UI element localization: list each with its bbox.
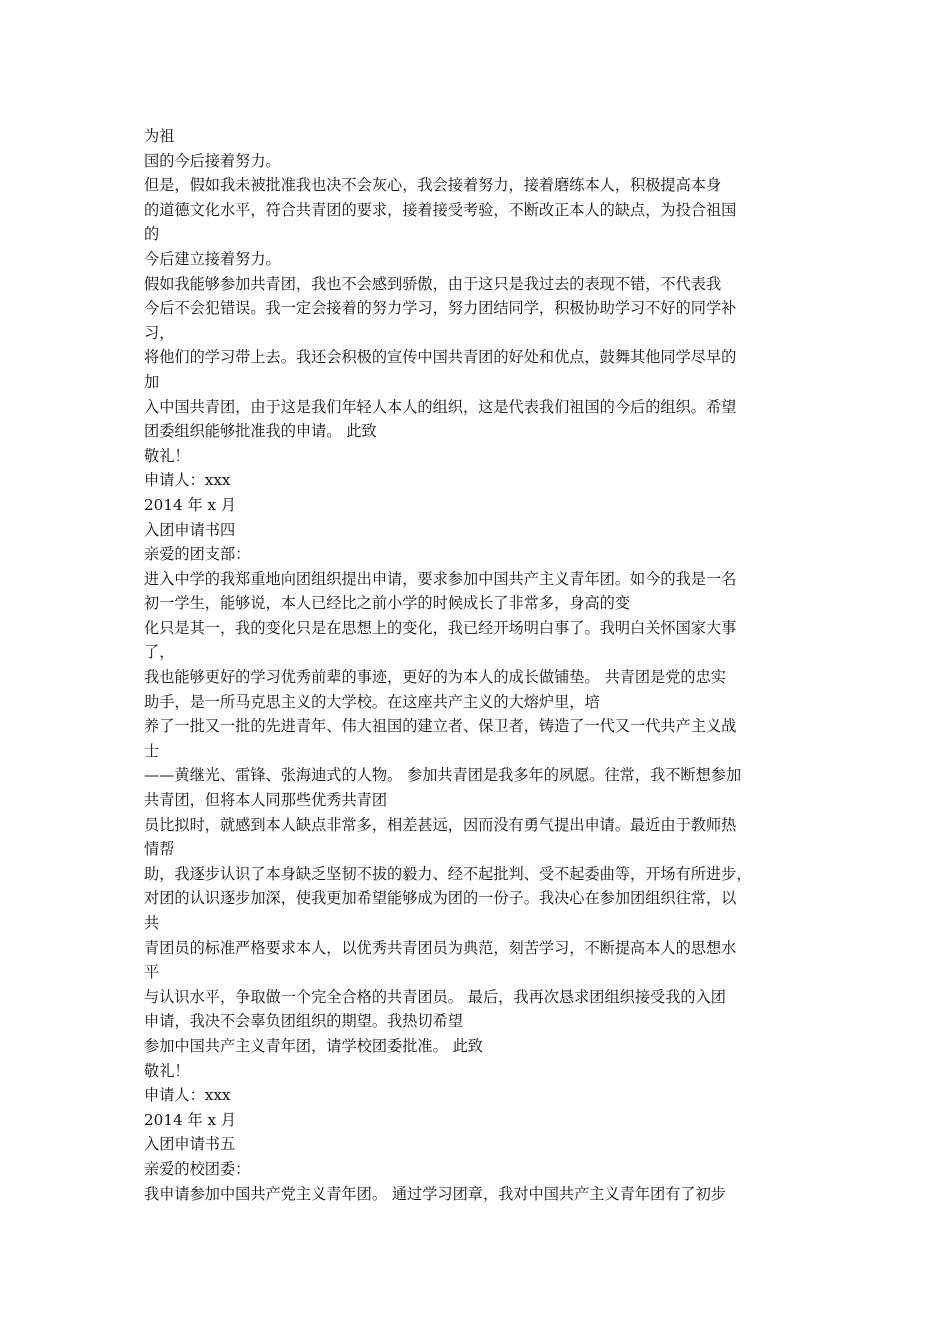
text-line: 共 bbox=[144, 914, 160, 932]
text-line: 加 bbox=[144, 372, 160, 391]
text-line: 对团的认识逐步加深，使我更加希望能够成为团的一份子。我决心在参加团组织往常，以 bbox=[144, 889, 737, 908]
text-line: 青团员的标准严格要求本人，以优秀共青团员为典范，刻苦学习，不断提高本人的思想水 bbox=[144, 938, 737, 957]
text-line: 养了一批又一批的先进青年、伟大祖国的建立者、保卫者，铸造了一代又一代共产主义战 bbox=[144, 717, 737, 736]
text-line: 今后不会犯错误。我一定会接着的努力学习，努力团结同学，积极协助学习不好的同学补 bbox=[144, 299, 737, 318]
text-line: 士 bbox=[144, 741, 160, 760]
document-body bbox=[144, 124, 814, 1206]
text-line: 敬礼！ bbox=[144, 1061, 190, 1080]
text-line: 助，我逐步认识了本身缺乏坚韧不拔的毅力、经不起批判、受不起委曲等，开场有所进步， bbox=[144, 864, 752, 883]
text-line: 进入中学的我郑重地向团组织提出申请，要求参加中国共产主义青年团。如今的我是一名 bbox=[144, 569, 737, 588]
text-line: 的道德文化水平，符合共青团的要求，接着接受考验，不断改正本人的缺点，为投合祖国 bbox=[144, 200, 737, 219]
text-line: 初一学生，能够说，本人已经比之前小学的时候成长了非常多，身高的变 bbox=[144, 594, 630, 613]
text-line: 国的今后接着努力。 bbox=[144, 151, 281, 170]
text-line: 情帮 bbox=[144, 840, 175, 859]
text-line: 2014 年 x 月 bbox=[144, 1110, 237, 1129]
text-line: 为祖 bbox=[144, 127, 175, 145]
text-line: 亲爱的团支部： bbox=[144, 545, 251, 564]
text-line: 的 bbox=[144, 225, 160, 244]
text-line: 敬礼！ bbox=[144, 446, 190, 465]
text-line: 假如我能够参加共青团，我也不会感到骄傲，由于这只是我过去的表现不错，不代表我 bbox=[144, 274, 722, 293]
text-line: 申请，我决不会辜负团组织的期望。我热切希望 bbox=[144, 1012, 463, 1031]
text-line: 与认识水平，争取做一个完全合格的共青团员。 最后，我再次恳求团组织接受我的入团 bbox=[144, 987, 726, 1006]
text-line: 习， bbox=[144, 323, 175, 342]
text-line: 助手，是一所马克思主义的大学校。在这座共产主义的大熔炉里，培 bbox=[144, 692, 600, 711]
text-line: 共青团，但将本人同那些优秀共青团 bbox=[144, 791, 387, 810]
text-line: 入团申请书五 bbox=[144, 1135, 236, 1154]
text-line: 将他们的学习带上去。我还会积极的宣传中国共青团的好处和优点，鼓舞其他同学尽早的 bbox=[144, 348, 737, 367]
text-line: 团委组织能够批准我的申请。 此致 bbox=[144, 422, 377, 441]
text-line: 今后建立接着努力。 bbox=[144, 249, 281, 268]
text-line: 化只是其一，我的变化只是在思想上的变化，我已经开场明白事了。我明白关怀国家大事 bbox=[144, 618, 737, 637]
text-line: 亲爱的校团委： bbox=[144, 1159, 251, 1178]
text-line: 入团申请书四 bbox=[144, 520, 236, 539]
text-line: 但是，假如我未被批准我也决不会灰心，我会接着努力，接着磨练本人，积极提高本身 bbox=[144, 176, 722, 195]
text-line: 2014 年 x 月 bbox=[144, 495, 237, 514]
text-line: 我申请参加中国共产党主义青年团。 通过学习团章，我对中国共产主义青年团有了初步 bbox=[144, 1184, 726, 1203]
text-line: 申请人：xxx bbox=[144, 1086, 231, 1105]
text-line: 平 bbox=[144, 963, 160, 982]
text-line: 入中国共青团，由于这是我们年轻人本人的组织，这是代表我们祖国的今后的组织。希望 bbox=[144, 397, 737, 416]
text-line: 参加中国共产主义青年团，请学校团委批准。 此致 bbox=[144, 1036, 483, 1055]
text-line: 我也能够更好的学习优秀前辈的事迹，更好的为本人的成长做铺垫。 共青团是党的忠实 bbox=[144, 668, 726, 687]
text-line: ——黄继光、雷锋、张海迪式的人物。 参加共青团是我多年的夙愿。往常，我不断想参加 bbox=[144, 766, 742, 785]
text-line: 申请人：xxx bbox=[144, 471, 231, 490]
text-line: 员比拟时，就感到本人缺点非常多，相差甚远，因而没有勇气提出申请。最近由于教师热 bbox=[144, 815, 737, 834]
text-line: 了， bbox=[144, 643, 175, 662]
